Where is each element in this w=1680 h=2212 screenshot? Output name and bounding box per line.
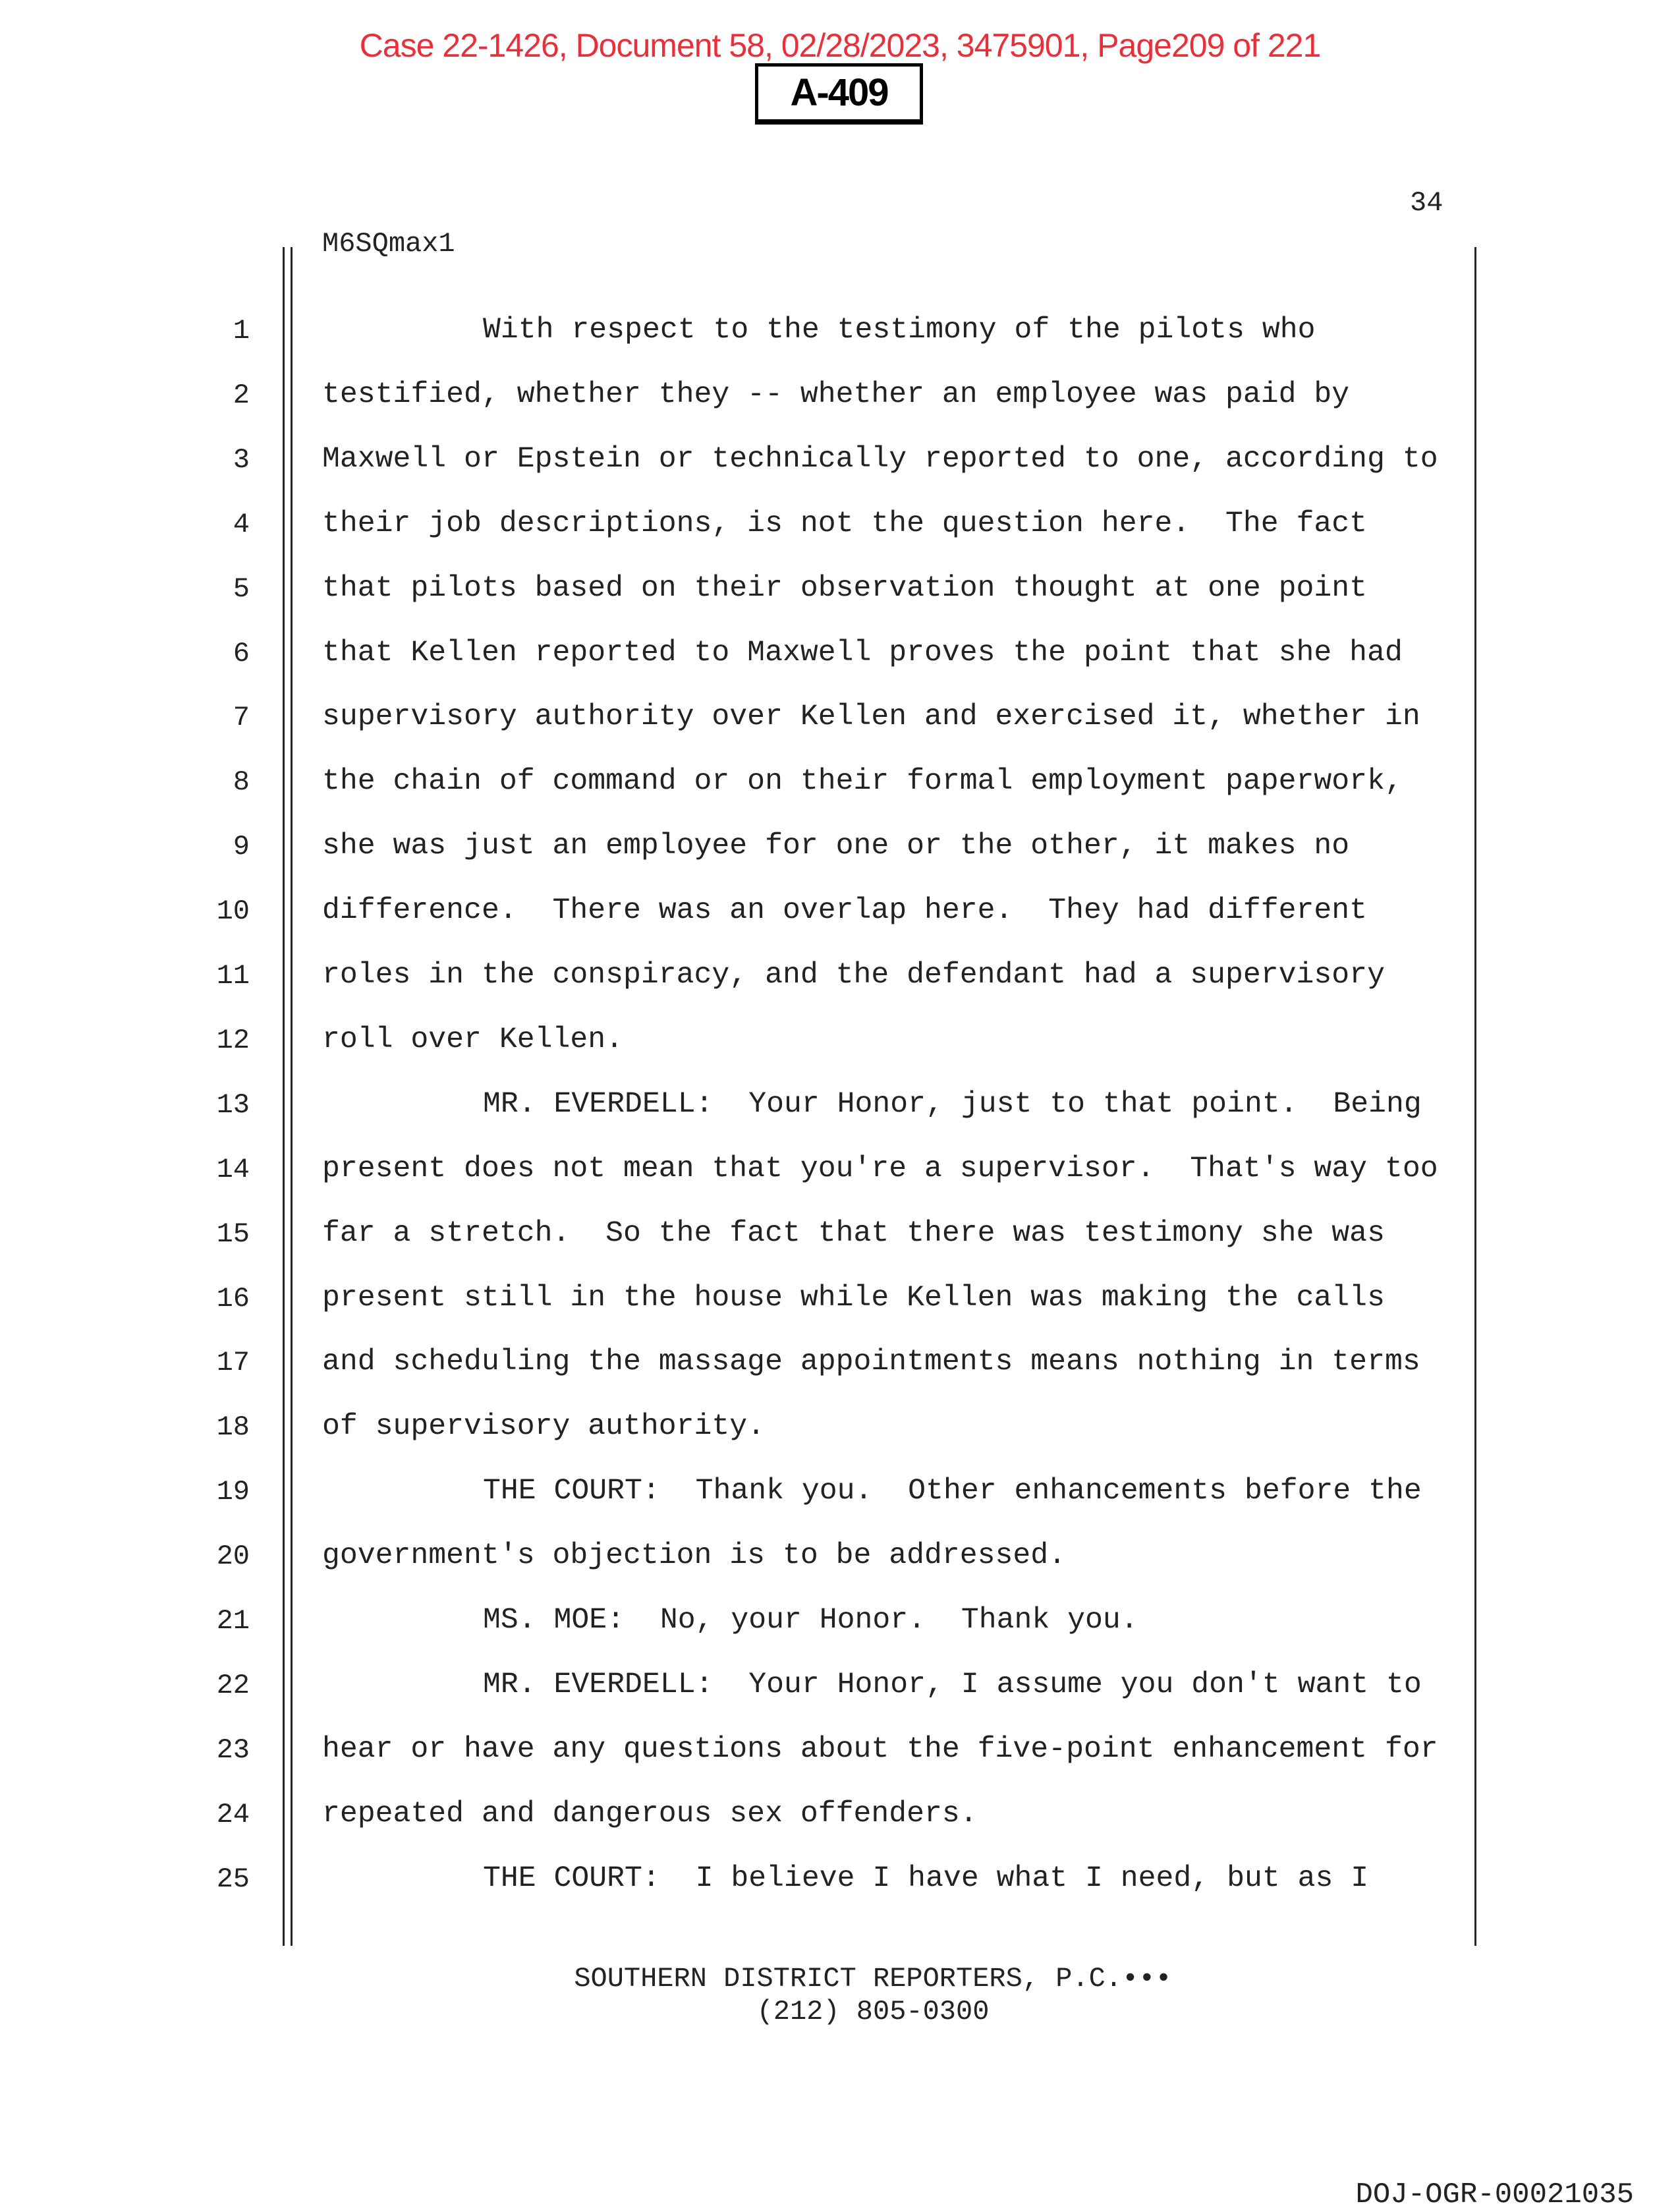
transcript-line: MR. EVERDELL: Your Honor, I assume you don't want to [483,1668,1422,1701]
transcript-line: THE COURT: Thank you. Other enhancements before the [483,1475,1422,1508]
transcript-line: supervisory authority over Kellen and exercised it, whether in [322,700,1420,734]
case-stamp: Case 22-1426, Document 58, 02/28/2023, 3475901, Page209 of 221 [359,27,1321,64]
line-number: 1 [233,315,250,347]
line-number: 12 [216,1024,250,1056]
bates-number: DOJ-OGR-00021035 [1355,2178,1634,2211]
line-number: 24 [216,1798,250,1830]
line-number: 4 [233,508,250,540]
transcript-line: hear or have any questions about the five-point enhancement for [322,1732,1438,1766]
transcript-line: and scheduling the massage appointments means nothing in terms [322,1346,1420,1379]
transcript-line: testified, whether they -- whether an employee was paid by [322,378,1350,411]
line-number: 23 [216,1734,250,1766]
left-margin-rule-inner [291,247,293,1946]
line-number: 15 [216,1218,250,1250]
transcript-line: that pilots based on their observation thought at one point [322,571,1368,605]
line-number: 17 [216,1347,250,1379]
exhibit-label: A-409 [755,63,923,125]
transcript-line: MR. EVERDELL: Your Honor, just to that point. Being [483,1087,1422,1121]
line-number: 13 [216,1089,250,1121]
reporter-phone: (212) 805-0300 [756,1996,990,2028]
line-number: 7 [233,702,250,734]
transcript-line: difference. There was an overlap here. They had different [322,894,1368,928]
transcript-line: MS. MOE: No, your Honor. Thank you. [483,1604,1138,1637]
line-number: 2 [233,379,250,411]
line-number: 21 [216,1605,250,1637]
transcript-line: repeated and dangerous sex offenders. [322,1797,978,1830]
line-number: 6 [233,637,250,669]
transcript-code: M6SQmax1 [322,228,455,260]
line-number: 19 [216,1476,250,1508]
transcript-line: government's objection is to be addressed. [322,1539,1067,1573]
left-margin-rule-outer [283,247,285,1946]
transcript-line: the chain of command or on their formal employment paperwork, [322,765,1403,799]
transcript-line: of supervisory authority. [322,1410,766,1444]
line-number: 20 [216,1541,250,1573]
transcript-line: present does not mean that you're a supervisor. That's way too [322,1152,1438,1185]
line-number: 18 [216,1411,250,1444]
transcript-line: their job descriptions, is not the question here. The fact [322,507,1368,540]
transcript-line: roll over Kellen. [322,1023,624,1056]
line-number: 16 [216,1282,250,1315]
line-number: 22 [216,1669,250,1701]
reporter-name: SOUTHERN DISTRICT REPORTERS, P.C.••• [574,1963,1172,1995]
line-number: 14 [216,1153,250,1185]
transcript-line: that Kellen reported to Maxwell proves the point that she had [322,636,1403,669]
line-number: 10 [216,895,250,928]
line-number: 9 [233,831,250,863]
transcript-line: THE COURT: I believe I have what I need, but as I [483,1861,1369,1895]
line-number: 25 [216,1863,250,1895]
right-margin-rule [1474,247,1476,1946]
page-number: 34 [1410,187,1443,219]
line-number: 5 [233,573,250,605]
transcript-line: With respect to the testimony of the pilots who [483,314,1316,347]
transcript-line: she was just an employee for one or the other, it makes no [322,830,1350,863]
transcript-line: Maxwell or Epstein or technically reported to one, according to [322,442,1438,476]
line-number: 11 [216,960,250,992]
transcript-line: far a stretch. So the fact that there was testimony she was [322,1216,1385,1250]
transcript-line: present still in the house while Kellen was making the calls [322,1281,1385,1315]
line-number: 3 [233,443,250,476]
line-number: 8 [233,766,250,799]
footer [0,1962,1680,2028]
transcript-line: roles in the conspiracy, and the defendant had a supervisory [322,959,1385,992]
